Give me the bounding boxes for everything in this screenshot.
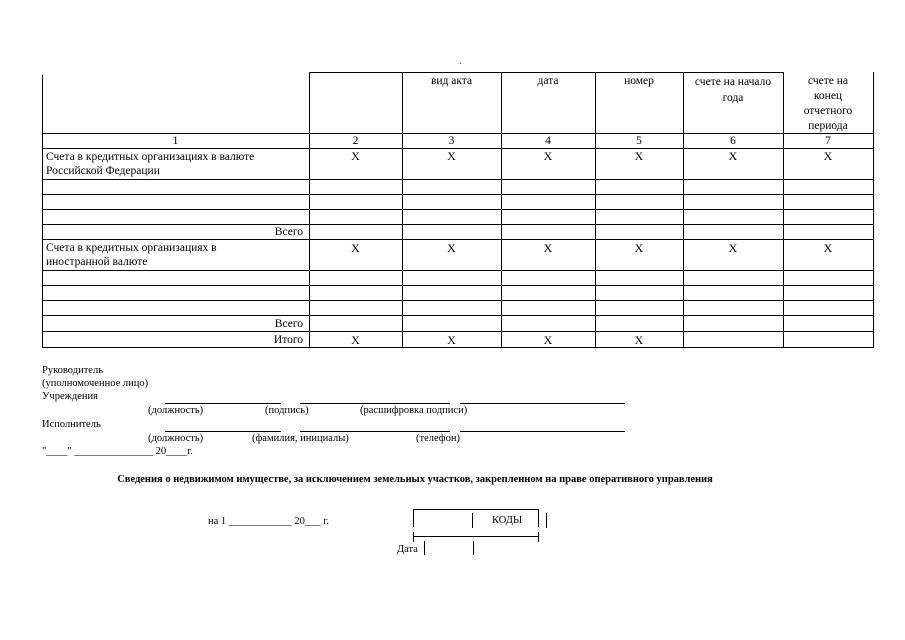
header-col7: счете на конец отчетного периода [803,75,853,132]
mark-s2-c7: X [823,241,833,255]
codes-block [0,500,905,580]
header-col6: счете на начало года [694,76,772,104]
mark-s2-c4: X [543,241,553,255]
mark-s1-c5: X [634,149,644,163]
section2-total: Всего [274,318,303,330]
date-line: "____" _______________ 20____г. [42,446,193,457]
on-date-label: на 1 ____________ 20___ г. [208,516,330,527]
institution-label: Учреждения [42,391,98,402]
colnum-5: 5 [636,135,642,147]
header-col3: вид акта [430,75,473,87]
colnum-6: 6 [730,135,736,147]
caption-decode: (расшифровка подписи) [360,405,468,416]
mark-s1-c4: X [543,149,553,163]
mark-s2-c5: X [634,241,644,255]
caption-position: (должность) [148,405,204,416]
caption-phone: (телефон) [416,433,460,444]
signature-block [0,360,905,460]
mark-s2-c3: X [447,241,456,255]
colnum-1: 1 [172,135,179,147]
mark-s1-c7: X [823,149,833,163]
mark-total-c2: X [351,333,360,347]
executor-label: Исполнитель [42,419,101,430]
section2-label: Счета в кредитных организациях в иностранной валюте [46,242,217,268]
grand-total: Итого [273,334,303,346]
section1-label: Счета в кредитных организациях в валюте Российской Федерации [46,151,255,177]
mark-total-c5: X [634,333,644,347]
mark-s1-c6: X [728,149,738,163]
mark-s1-c2: X [351,149,360,163]
header-col5: номер [624,75,654,87]
colnum-3: 3 [448,135,455,147]
section1-total: Всего [274,226,303,238]
caption-name: (фамилия, инициалы) [252,433,349,444]
colnum-4: 4 [545,135,551,147]
mark-total-c4: X [543,333,553,347]
mark-s1-c3: X [447,149,456,163]
colnum-2: 2 [352,135,359,147]
section-title: Сведения о недвижимом имуществе, за исключением земельных участков, закрепленном на праве оперативного управления [117,474,713,485]
codes-label: КОДЫ [492,515,523,526]
head-label: Руководитель [42,365,103,376]
mark-s2-c2: X [351,241,360,255]
header-col4: дата [537,75,559,87]
caption-position2: (должность) [148,433,204,444]
mark-total-c3: X [447,333,456,347]
colnum-7: 7 [825,135,831,147]
caption-signature: (подпись) [265,405,309,416]
mark-s2-c6: X [728,241,738,255]
head-sublabel: (уполномоченное лицо) [42,378,149,389]
date-label: Дата [397,544,418,555]
